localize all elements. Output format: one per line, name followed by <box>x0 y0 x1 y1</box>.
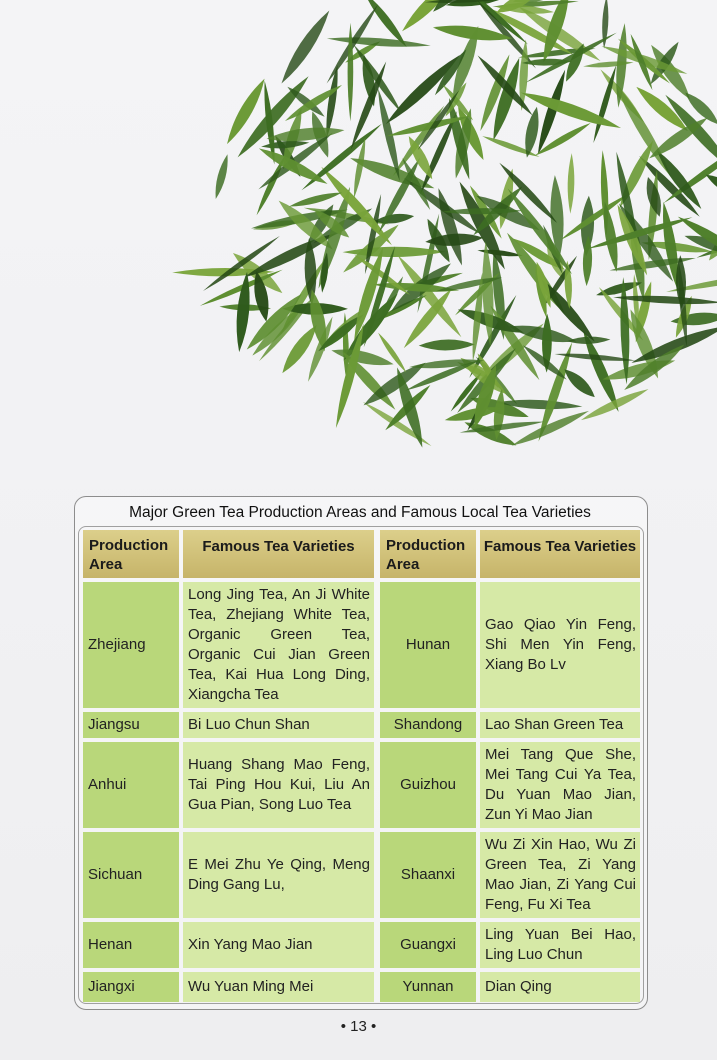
tea-leaf <box>330 345 395 370</box>
tea-varieties-text: Long Jing Tea, An Ji White Tea, Zhejiang White Tea, Organic Green Tea, Organic Cui Jian Green Tea, Kai Hua Long Ding, Xiangcha Tea <box>188 586 370 703</box>
tea-leaf <box>504 186 575 277</box>
tea-varieties-cell <box>480 832 640 918</box>
production-area-cell: Jiangxi <box>83 972 179 1002</box>
tea-leaf <box>361 399 433 448</box>
header-famous-varieties: Famous Tea Varieties <box>480 530 640 578</box>
header-famous-varieties: Famous Tea Varieties <box>183 530 374 578</box>
tea-varieties-text: Mei Tang Que She, Mei Tang Cui Ya Tea, Du Yuan Mao Jian, Zun Yi Mao Jian <box>485 746 636 823</box>
production-area-cell: Anhui <box>83 742 179 828</box>
tea-leaf <box>212 153 231 200</box>
tea-varieties-text: Lao Shan Green Tea <box>485 716 624 733</box>
production-area-cell: Zhejiang <box>83 582 179 708</box>
tea-varieties-text: Wu Yuan Ming Mei <box>188 978 314 995</box>
tea-varieties-cell <box>480 972 640 1002</box>
tea-varieties-cell <box>183 922 374 968</box>
tea-leaf <box>670 310 717 327</box>
tea-varieties-cell <box>183 712 374 738</box>
tea-varieties-cell <box>183 582 374 708</box>
tea-varieties-cell <box>183 832 374 918</box>
tea-varieties-cell <box>480 922 640 968</box>
header-production-area: Production Area <box>83 530 179 578</box>
tea-varieties-cell <box>480 742 640 828</box>
tea-varieties-cell <box>183 972 374 1002</box>
tea-varieties-cell <box>480 582 640 708</box>
tea-leaf <box>561 365 599 401</box>
table-title: Major Green Tea Production Areas and Famous Local Tea Varieties <box>129 504 591 521</box>
tea-varieties-text: Wu Zi Xin Hao, Wu Zi Green Tea, Zi Yang Mao Jian, Zi Yang Cui Feng, Fu Xi Tea <box>485 836 636 913</box>
tea-leaf <box>419 339 475 351</box>
tea-leaf <box>613 294 717 307</box>
tea-leaf <box>276 7 334 87</box>
tea-leaf <box>327 35 431 50</box>
tea-leaf <box>288 189 343 210</box>
production-area-cell: Shandong <box>380 712 476 738</box>
tea-varieties-cell <box>480 712 640 738</box>
page-number: • 13 • <box>340 1018 377 1035</box>
production-area-cell: Shaanxi <box>380 832 476 918</box>
production-area-cell: Jiangsu <box>83 712 179 738</box>
production-area-cell: Yunnan <box>380 972 476 1002</box>
tea-leaves-photo <box>0 0 717 500</box>
tea-varieties-cell <box>183 742 374 828</box>
tea-leaf <box>567 153 575 214</box>
tea-varieties-text: Dian Qing <box>485 978 552 995</box>
production-area-cell: Guangxi <box>380 922 476 968</box>
tea-varieties-text: E Mei Zhu Ye Qing, Meng Ding Gang Lu, <box>188 856 370 893</box>
production-area-cell: Guizhou <box>380 742 476 828</box>
tea-varieties-text: Xin Yang Mao Jian <box>188 936 313 953</box>
tea-varieties-text: Ling Yuan Bei Hao, Ling Luo Chun <box>485 926 636 963</box>
production-area-cell: Sichuan <box>83 832 179 918</box>
header-production-area: Production Area <box>380 530 476 578</box>
tea-leaf <box>376 331 408 374</box>
tea-varieties-text: Bi Luo Chun Shan <box>188 716 310 733</box>
tea-varieties-text: Huang Shang Mao Feng, Tai Ping Hou Kui, Liu An Gua Pian, Song Luo Tea <box>188 756 370 813</box>
production-area-cell: Henan <box>83 922 179 968</box>
tea-varieties-text: Gao Qiao Yin Feng, Shi Men Yin Feng, Xiang Bo Lv <box>485 616 636 673</box>
production-area-cell: Hunan <box>380 582 476 708</box>
